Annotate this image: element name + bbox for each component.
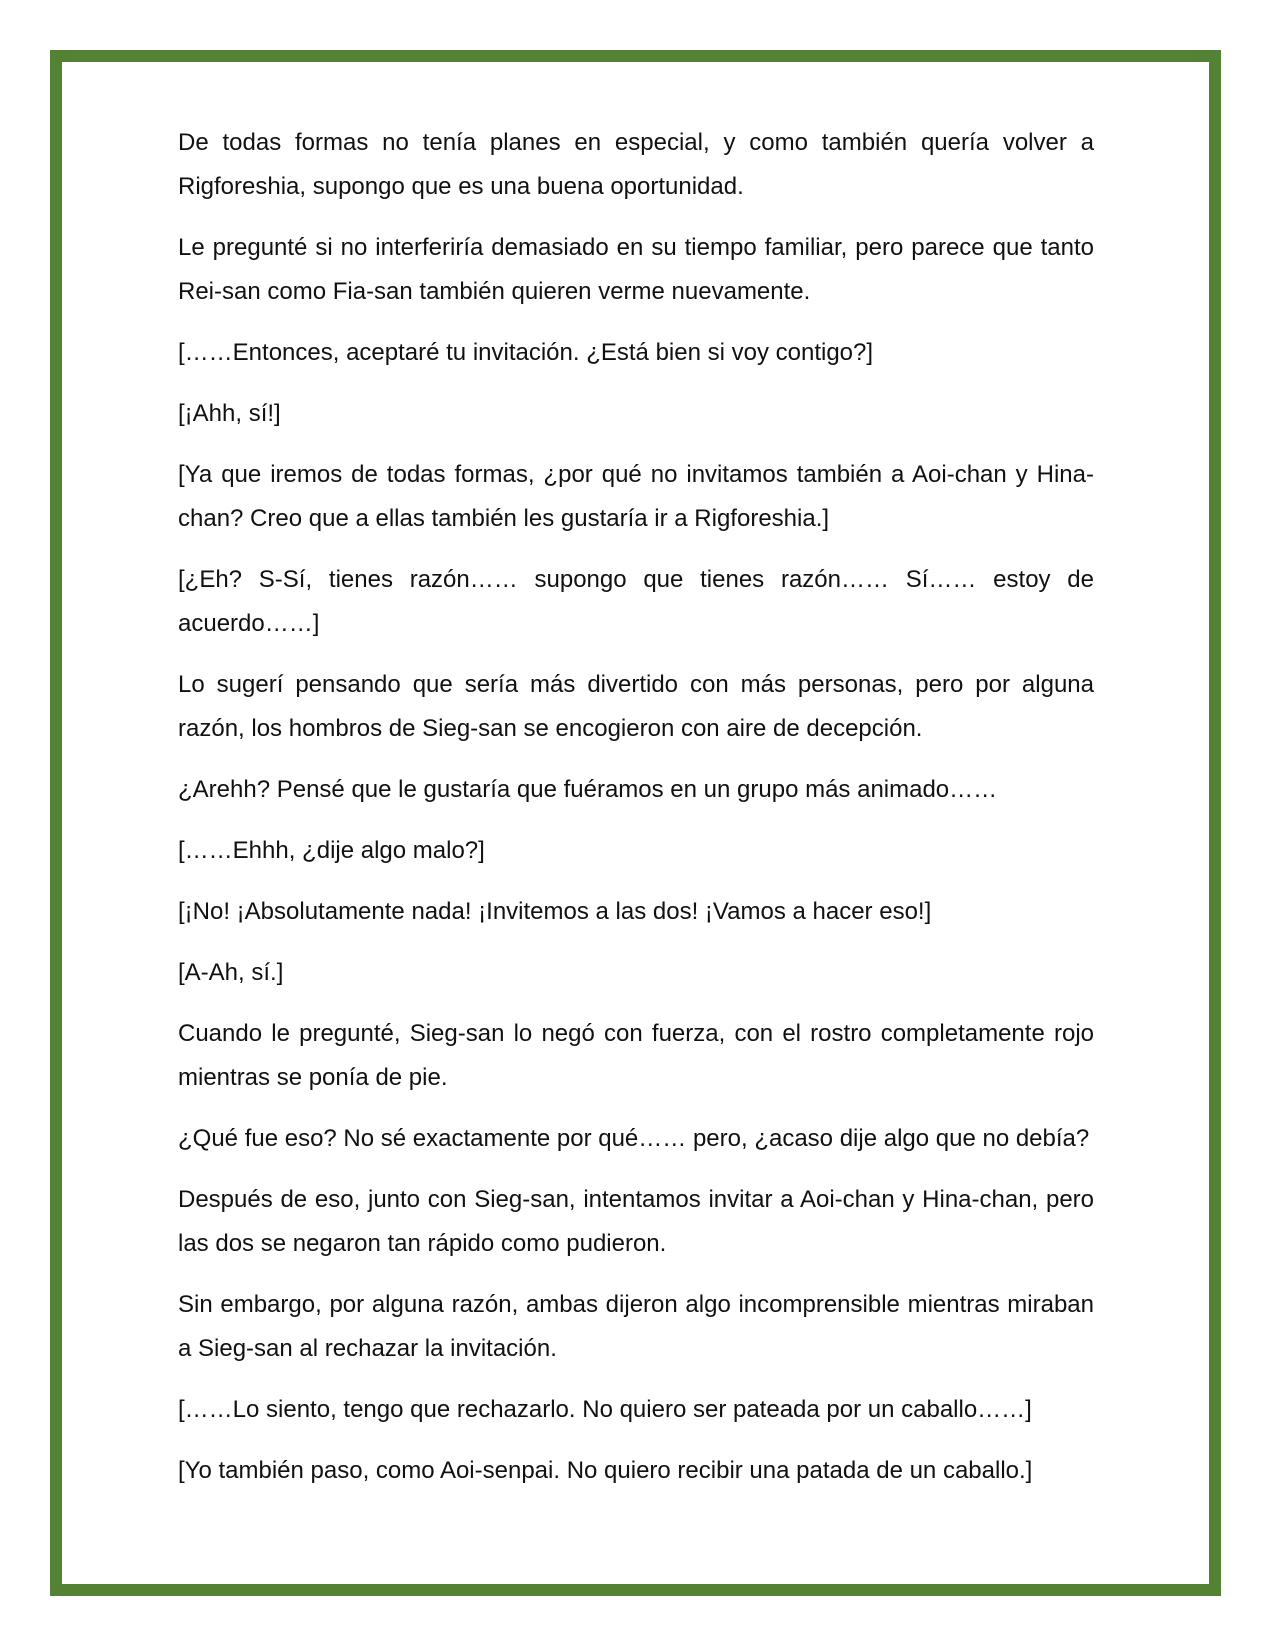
paragraph: [Ya que iremos de todas formas, ¿por qué no invitamos también a Aoi-chan y Hina-chan? Creo que a ellas también les gustaría ir a Rigforeshia.] xyxy=(178,461,1094,532)
paragraph: Le pregunté si no interferiría demasiado en su tiempo familiar, pero parece que tanto Rei-san como Fia-san también quieren verme nuevamente. xyxy=(178,234,1094,305)
paragraph: Sin embargo, por alguna razón, ambas dijeron algo incomprensible mientras miraban a Sieg-san al rechazar la invitación. xyxy=(178,1291,1094,1362)
paragraph: Lo sugerí pensando que sería más divertido con más personas, pero por alguna razón, los hombros de Sieg-san se encogieron con aire de decepción. xyxy=(178,671,1094,742)
paragraph: [Yo también paso, como Aoi-senpai. No quiero recibir una patada de un caballo.] xyxy=(178,1457,1033,1484)
paragraph: Cuando le pregunté, Sieg-san lo negó con fuerza, con el rostro completamente rojo mientras se ponía de pie. xyxy=(178,1020,1094,1091)
paragraph: ¿Qué fue eso? No sé exactamente por qué…… pero, ¿acaso dije algo que no debía? xyxy=(178,1125,1090,1152)
paragraph: [……Lo siento, tengo que rechazarlo. No quiero ser pateada por un caballo……] xyxy=(178,1396,1032,1423)
paragraph: De todas formas no tenía planes en especial, y como también quería volver a Rigforeshia, supongo que es una buena oportunidad. xyxy=(178,129,1094,200)
paragraph: [……Ehhh, ¿dije algo malo?] xyxy=(178,837,485,864)
paragraph: ¿Arehh? Pensé que le gustaría que fuéramos en un grupo más animado…… xyxy=(178,776,998,803)
paragraph: [……Entonces, aceptaré tu invitación. ¿Está bien si voy contigo?] xyxy=(178,339,874,366)
paragraph: [A-Ah, sí.] xyxy=(178,959,284,986)
paragraph: Después de eso, junto con Sieg-san, intentamos invitar a Aoi-chan y Hina-chan, pero las dos se negaron tan rápido como pudieron. xyxy=(178,1186,1094,1257)
paragraph: [¡Ahh, sí!] xyxy=(178,400,281,427)
document-body xyxy=(178,121,1094,1510)
paragraph: [¿Eh? S-Sí, tienes razón…… supongo que tienes razón…… Sí…… estoy de acuerdo……] xyxy=(178,566,1094,637)
paragraph: [¡No! ¡Absolutamente nada! ¡Invitemos a las dos! ¡Vamos a hacer eso!] xyxy=(178,898,932,925)
